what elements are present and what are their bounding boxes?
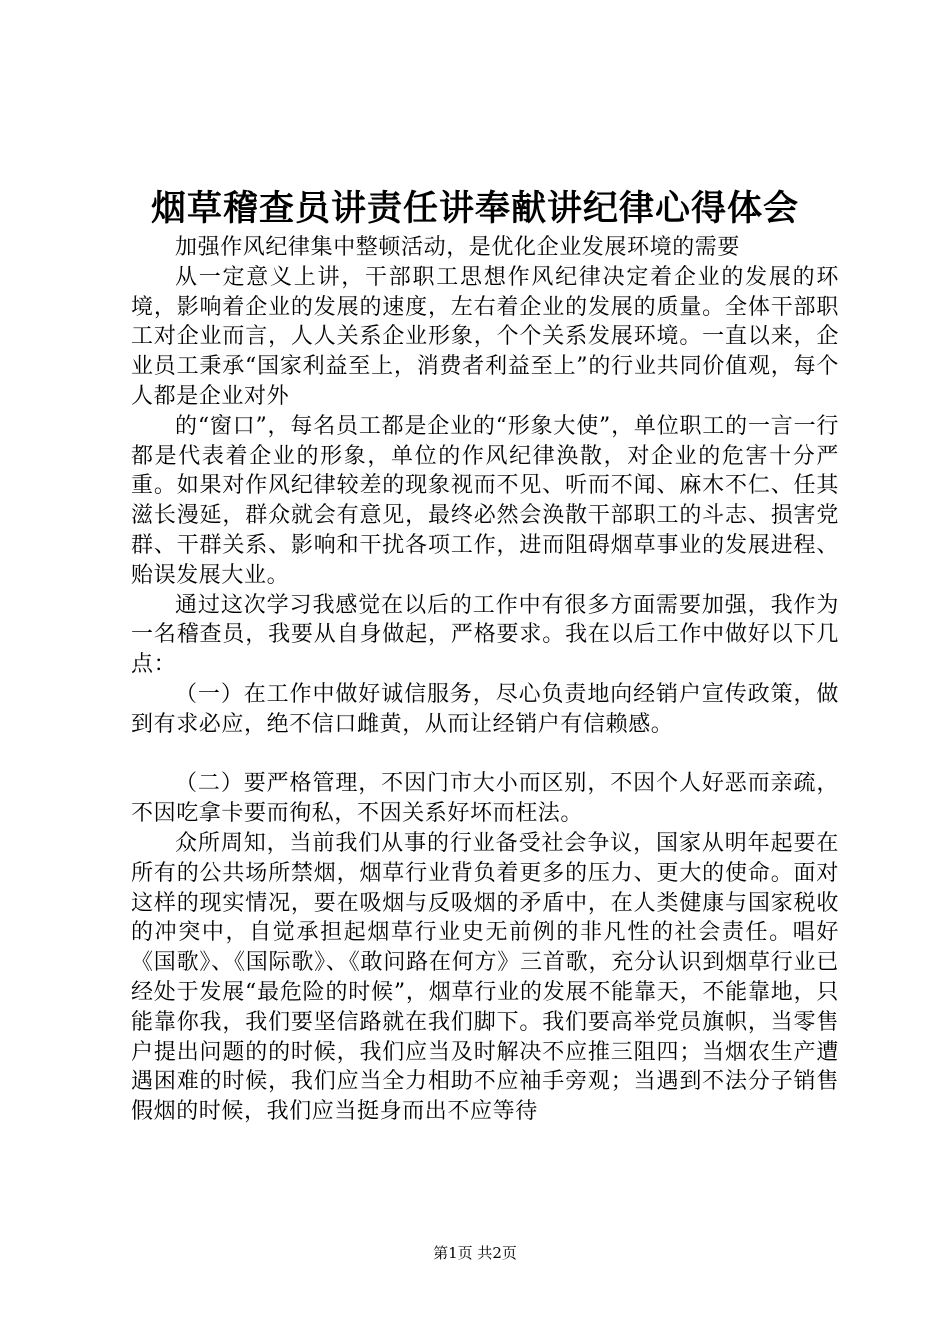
paragraph-7: 众所周知，当前我们从事的行业备受社会争议，国家从明年起要在所有的公共场所禁烟，烟草行业背负着更多的压力、更大的使命。面对这样的现实情况，要在吸烟与反吸烟的矛盾中，在人类健康与国家税收的冲突中，自觉承担起烟草行业史无前例的非凡性的社会责任。唱好《国歌》、《国际歌》、《敢问路在何方》三首歌，充分认识到烟草行业已经处于发展“最危险的时候”，烟草行业的发展不能靠天，不能靠地，只能靠你我，我们要坚信路就在我们脚下。我们要高举党员旗帜，当零售户提出问题的的时候，我们应当及时解决不应推三阻四；当烟农生产遭遇困难的时候，我们应当全力相助不应袖手旁观；当遇到不法分子销售假烟的时候，我们应当挺身而出不应等待 bbox=[131, 830, 839, 1125]
paragraph-5: （一）在工作中做好诚信服务，尽心负责地向经销户宣传政策，做到有求必应，绝不信口雌黄，从而让经销户有信赖感。 bbox=[131, 681, 839, 737]
document-title: 烟草稽查员讲责任讲奉献讲纪律心得体会 bbox=[150, 189, 799, 229]
paragraph-1: 加强作风纪律集中整顿活动，是优化企业发展环境的需要 bbox=[175, 235, 741, 260]
paragraph-6: （二）要严格管理，不因门市大小而区别，不因个人好恶而亲疏，不因吃拿卡要而徇私，不因关系好坏而枉法。 bbox=[131, 771, 839, 827]
paragraph-3: 的“窗口”，每名员工都是企业的“形象大使”，单位职工的一言一行都是代表着企业的形象，单位的作风纪律涣散，对企业的危害十分严重。如果对作风纪律较差的现象视而不见、听而不闻、麻木不仁、任其滋长漫延，群众就会有意见，最终必然会涣散干部职工的斗志、损害党群、干群关系、影响和干扰各项工作，进而阻碍烟草事业的发展进程、贻误发展大业。 bbox=[131, 413, 839, 588]
document-body bbox=[131, 233, 839, 1127]
paragraph-4: 通过这次学习我感觉在以后的工作中有很多方面需要加强，我作为一名稽查员，我要从自身做起，严格要求。我在以后工作中做好以下几点： bbox=[131, 592, 839, 678]
paragraph-2: 从一定意义上讲，干部职工思想作风纪律决定着企业的发展的环境，影响着企业的发展的速度，左右着企业的发展的质量。全体干部职工对企业而言，人人关系企业形象，个个关系发展环境。一直以来，企业员工秉承“国家利益至上，消费者利益至上”的行业共同价值观，每个人都是企业对外 bbox=[131, 264, 839, 409]
page-number-footer: 第1页 共2页 bbox=[433, 1244, 517, 1262]
